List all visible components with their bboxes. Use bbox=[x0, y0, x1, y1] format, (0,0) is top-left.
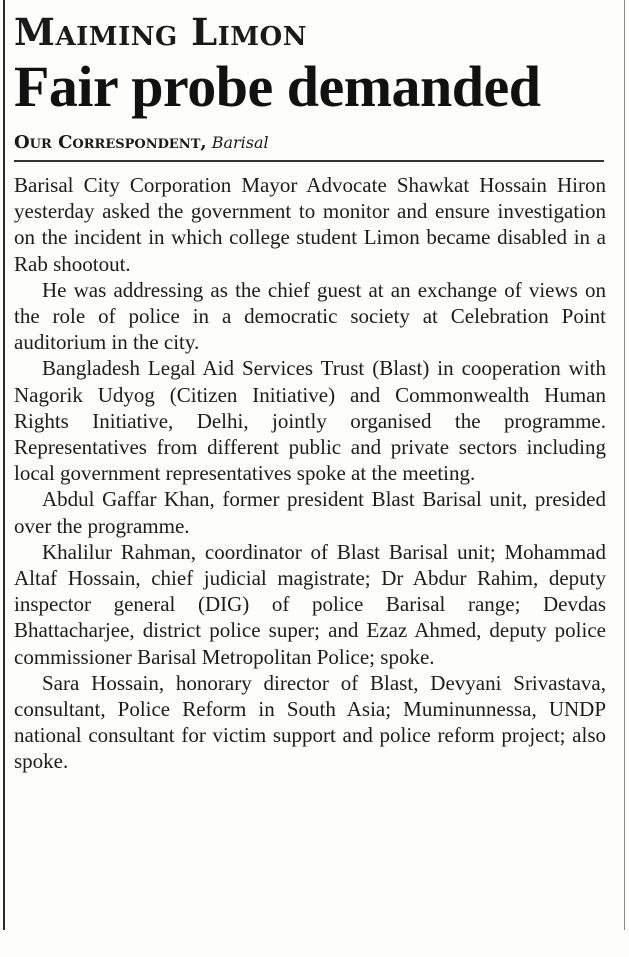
column-rule-right bbox=[624, 0, 625, 930]
article-kicker: Maiming Limon bbox=[14, 10, 307, 54]
byline bbox=[14, 132, 606, 154]
paragraph: Bangladesh Legal Aid Services Trust (Blast) in cooperation with Nagorik Udyog (Citizen Initiative) and Commonwealth Human Rights Initiative, Delhi, jointly organised the programme. Representatives from different public and private sectors including local government representatives spoke at the meeting. bbox=[14, 356, 606, 486]
article-body bbox=[14, 172, 606, 775]
paragraph: He was addressing as the chief guest at an exchange of views on the role of police in a democratic society at Celebration Point auditorium in the city. bbox=[14, 277, 606, 355]
byline-divider bbox=[14, 160, 604, 162]
article bbox=[14, 10, 606, 775]
paragraph: Barisal City Corporation Mayor Advocate Shawkat Hossain Hiron yesterday asked the government to monitor and ensure investigation on the incident in which college student Limon became disabled in a Rab shootout. bbox=[14, 173, 606, 276]
paragraph: Sara Hossain, honorary director of Blast, Devyani Srivastava, consultant, Police Reform in South Asia; Muminunnessa, UNDP national consultant for victim support and police reform project; also spoke. bbox=[14, 670, 606, 774]
byline-author: Our Correspondent, bbox=[14, 132, 207, 153]
byline-location: Barisal bbox=[211, 133, 269, 152]
article-headline: Fair probe demanded bbox=[14, 54, 541, 119]
column-rule-left bbox=[3, 0, 5, 930]
paragraph: Abdul Gaffar Khan, former president Blast Barisal unit, presided over the programme. bbox=[14, 487, 606, 538]
paragraph: Khalilur Rahman, coordinator of Blast Barisal unit; Mohammad Altaf Hossain, chief judicial magistrate; Dr Abdur Rahim, deputy inspector general (DIG) of police Barisal range; Devdas Bhattacharjee, district police super; and Ezaz Ahmed, deputy police commissioner Barisal Metropolitan Police; spoke. bbox=[14, 539, 606, 669]
